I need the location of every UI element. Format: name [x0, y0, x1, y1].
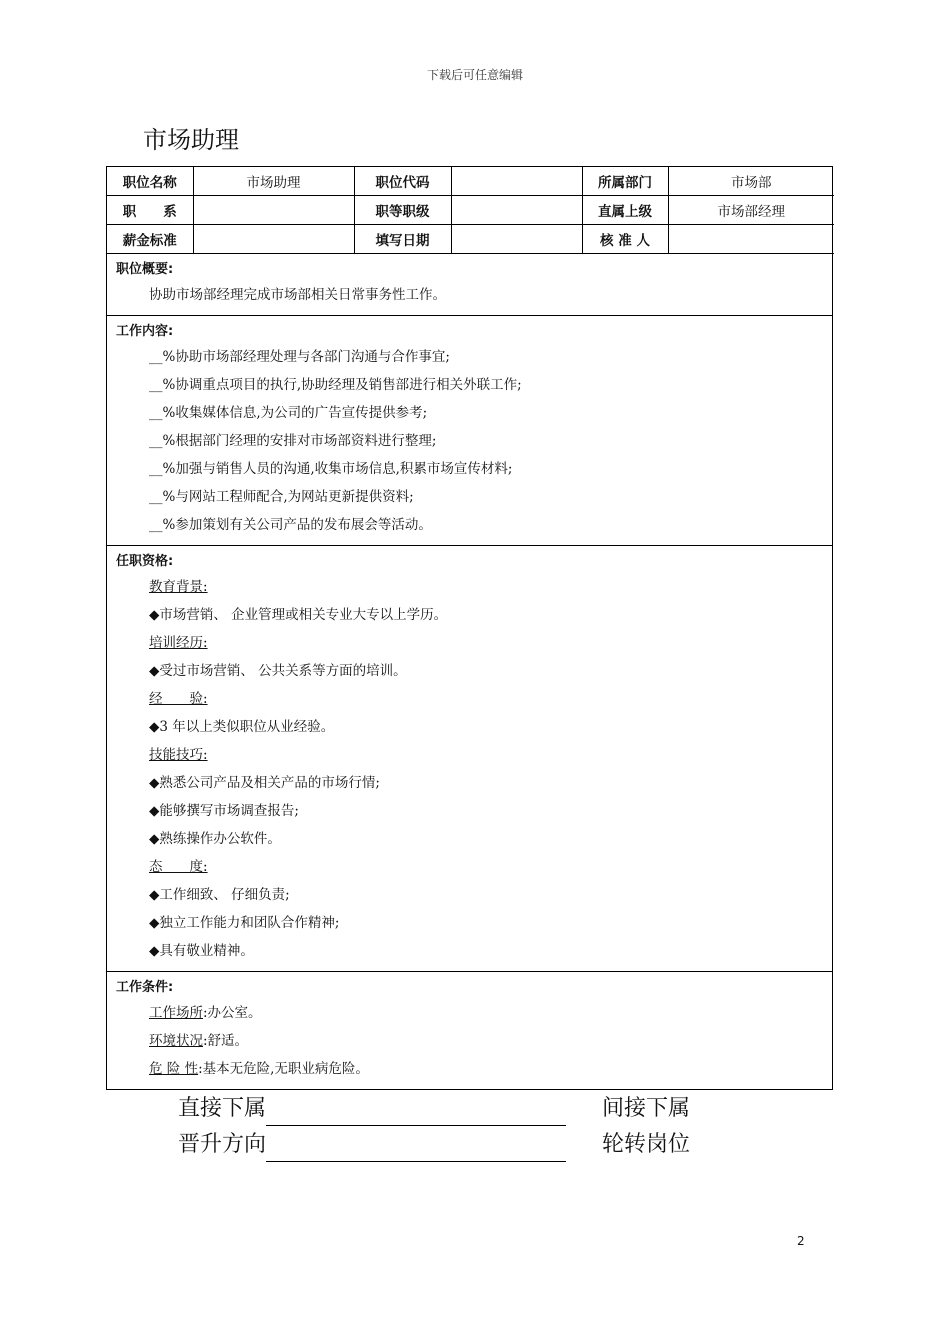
risk-value: :基本无危险,无职业病危险。 — [198, 1061, 369, 1077]
value-position-name: 市场助理 — [193, 167, 354, 196]
education-label-line — [149, 573, 832, 601]
skills-label-line — [149, 741, 832, 769]
value-grade-level — [451, 196, 582, 225]
list-item: __%收集媒体信息,为公司的广告宣传提供参考; — [149, 405, 428, 421]
qualifications-section — [107, 546, 832, 972]
training-label-line — [149, 629, 832, 657]
conditions-title: 工作条件: — [116, 980, 174, 995]
table-row — [107, 225, 834, 254]
promotion-blank — [266, 1137, 566, 1162]
attitude-label-line — [149, 853, 832, 881]
attitude-label: 态 度: — [149, 859, 208, 875]
qualifications-title: 任职资格: — [116, 554, 174, 569]
list-item: __%协助市场部经理处理与各部门沟通与合作事宜; — [149, 349, 450, 365]
value-position-code — [451, 167, 582, 196]
list-item: __%参加策划有关公司产品的发布展会等活动。 — [149, 517, 432, 533]
label-department: 所属部门 — [582, 167, 668, 196]
info-table — [107, 167, 834, 254]
label-grade-level: 职等职级 — [354, 196, 451, 225]
rotation-label: 轮转岗位 — [602, 1132, 691, 1157]
page-number: 2 — [797, 1234, 805, 1248]
skills-label: 技能技巧: — [149, 747, 208, 763]
value-salary-standard — [193, 225, 354, 254]
value-job-series — [193, 196, 354, 225]
experience-label-line — [149, 685, 832, 713]
value-department: 市场部 — [668, 167, 834, 196]
education-label: 教育背景: — [149, 579, 208, 595]
list-item: __%加强与销售人员的沟通,收集市场信息,积累市场宣传材料; — [149, 461, 513, 477]
label-approver: 核 准 人 — [582, 225, 668, 254]
direct-reports-label: 直接下属 — [178, 1096, 267, 1121]
list-item: __%与网站工程师配合,为网站更新提供资料; — [149, 489, 414, 505]
label-direct-supervisor: 直属上级 — [582, 196, 668, 225]
label-position-name: 职位名称 — [107, 167, 193, 196]
list-item: ◆具有敬业精神。 — [149, 943, 254, 959]
condition-risk — [149, 1055, 832, 1083]
risk-label: 危 险 性 — [149, 1061, 199, 1077]
label-position-code: 职位代码 — [354, 167, 451, 196]
duties-title: 工作内容: — [116, 324, 174, 339]
conditions-section — [107, 972, 832, 1089]
duties-section — [107, 316, 832, 546]
list-item: ◆熟悉公司产品及相关产品的市场行情; — [149, 775, 380, 791]
direct-reports-blank — [266, 1101, 566, 1126]
page-title: 市场助理 — [143, 126, 239, 154]
condition-environment — [149, 1027, 832, 1055]
value-approver — [668, 225, 834, 254]
career-row — [178, 1128, 738, 1162]
table-row — [107, 167, 834, 196]
list-item: ◆受过市场营销、 公共关系等方面的培训。 — [149, 663, 407, 679]
condition-place — [149, 999, 832, 1027]
overview-section — [107, 254, 832, 316]
label-job-series: 职 系 — [107, 196, 193, 225]
list-item: ◆工作细致、 仔细负责; — [149, 887, 290, 903]
list-item: ◆市场营销、 企业管理或相关专业大专以上学历。 — [149, 607, 448, 623]
reports-row — [178, 1092, 738, 1126]
place-value: :办公室。 — [203, 1005, 262, 1021]
table-row — [107, 196, 834, 225]
list-item: ◆熟练操作办公软件。 — [149, 831, 281, 847]
environment-value: :舒适。 — [203, 1033, 249, 1049]
training-label: 培训经历: — [149, 635, 208, 651]
list-item: __%根据部门经理的安排对市场部资料进行整理; — [149, 433, 437, 449]
list-item: ◆独立工作能力和团队合作精神; — [149, 915, 340, 931]
list-item: ◆能够撰写市场调查报告; — [149, 803, 299, 819]
value-direct-supervisor: 市场部经理 — [668, 196, 834, 225]
list-item: __%协调重点项目的执行,协助经理及销售部进行相关外联工作; — [149, 377, 522, 393]
job-description-form — [106, 166, 833, 1090]
promotion-label: 晋升方向 — [178, 1132, 267, 1157]
indirect-reports-label: 间接下属 — [602, 1096, 691, 1121]
overview-text: 协助市场部经理完成市场部相关日常事务性工作。 — [149, 287, 446, 303]
overview-title: 职位概要: — [116, 262, 174, 277]
label-salary-standard: 薪金标准 — [107, 225, 193, 254]
experience-label: 经 验: — [149, 691, 208, 707]
value-fill-date — [451, 225, 582, 254]
label-fill-date: 填写日期 — [354, 225, 451, 254]
environment-label: 环境状况 — [149, 1033, 203, 1049]
list-item: ◆3 年以上类似职位从业经验。 — [149, 719, 335, 735]
header-note: 下载后可任意编辑 — [426, 68, 523, 82]
place-label: 工作场所 — [149, 1005, 203, 1021]
